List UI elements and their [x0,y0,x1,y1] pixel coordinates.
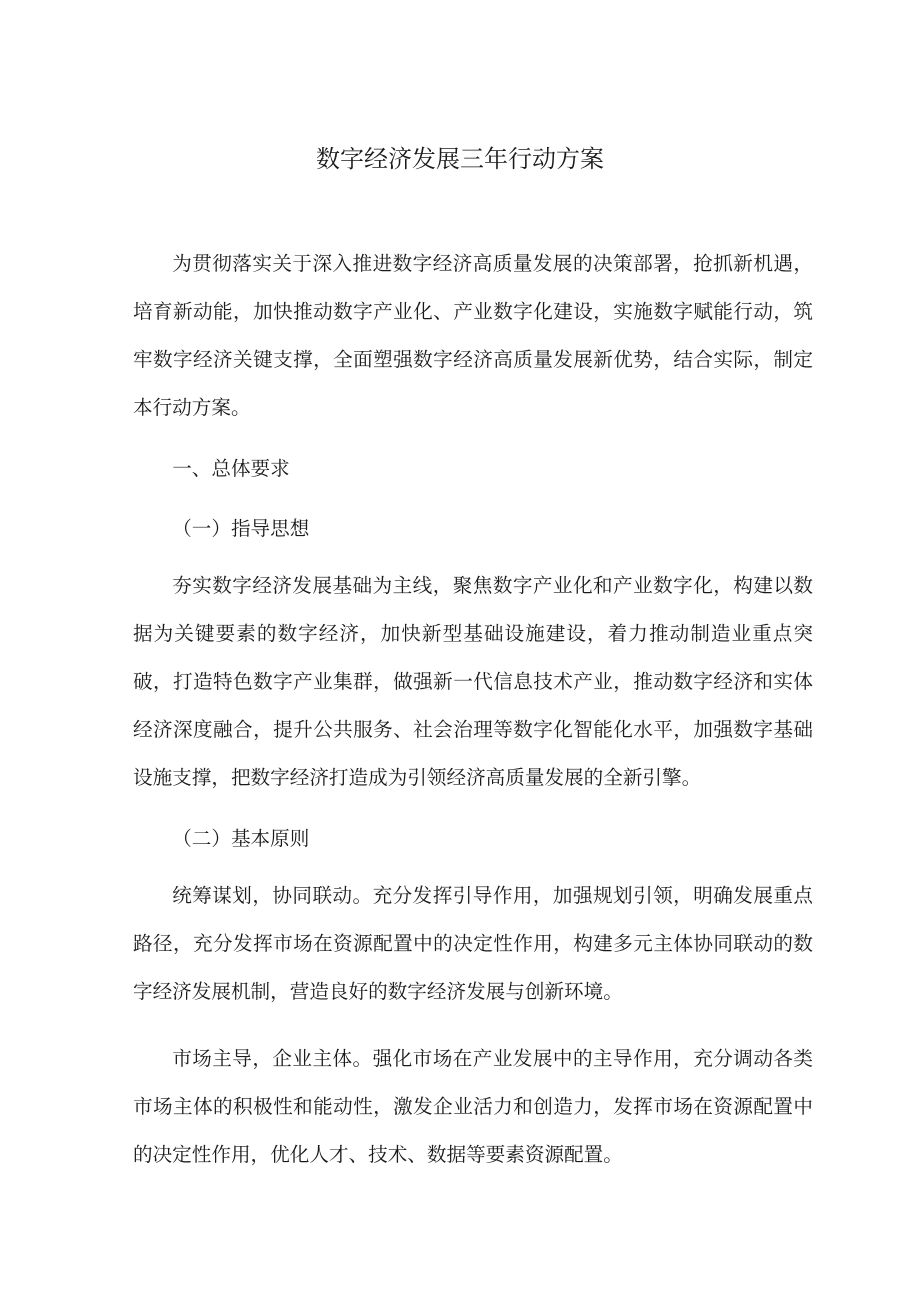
guiding-ideology-paragraph: 夯实数字经济发展基础为主线，聚焦数字产业化和产业数字化，构建以数据为关键要素的数字经济，加快新型基础设施建设，着力推动制造业重点突破，打造特色数字产业集群，做强新一代信息技术产业，推动数字经济和实体经济深度融合，提升公共服务、社会治理等数字化智能化水平，加强数字基础设施支撑，把数字经济打造成为引领经济高质量发展的全新引擎。 [133,574,813,789]
document-title: 数字经济发展三年行动方案 [316,145,604,173]
principle-market-paragraph: 市场主导，企业主体。强化市场在产业发展中的主导作用，充分调动各类市场主体的积极性和能动性，激发企业活力和创造力，发挥市场在资源配置中的决定性作用，优化人才、技术、数据等要素资源配置。 [133,1047,813,1166]
principle-coordination-paragraph: 统筹谋划，协同联动。充分发挥引导作用，加强规划引领，明确发展重点路径，充分发挥市场在资源配置中的决定性作用，构建多元主体协同联动的数字经济发展机制，营造良好的数字经济发展与创新环境。 [133,884,813,1003]
section-heading-general-requirements: 一、总体要求 [172,457,290,480]
subsection-heading-basic-principles: （二）基本原则 [172,827,310,850]
intro-paragraph: 为贯彻落实关于深入推进数字经济高质量发展的决策部署，抢抓新机遇，培育新动能，加快推动数字产业化、产业数字化建设，实施数字赋能行动，筑牢数字经济关键支撑，全面塑强数字经济高质量发展新优势，结合实际，制定本行动方案。 [133,252,813,419]
subsection-heading-guiding-ideology: （一）指导思想 [172,517,310,540]
